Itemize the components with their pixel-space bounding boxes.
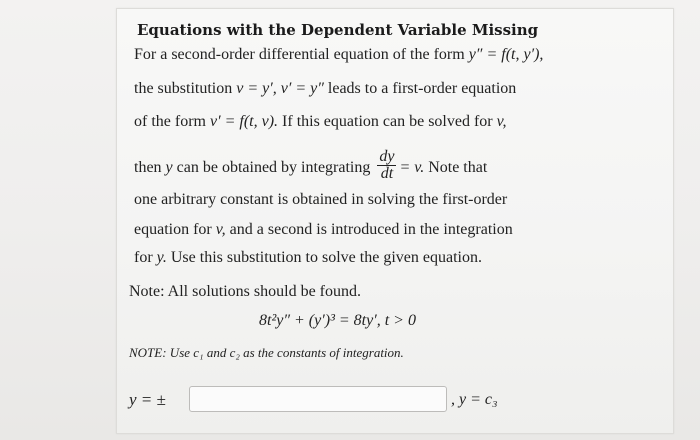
- text-line-5: one arbitrary constant is obtained in solving the first-order: [134, 191, 508, 208]
- answer-row: [129, 384, 649, 416]
- text-line-3: of the form v′ = f(t, v). If this equation can be solved for v,: [134, 113, 507, 130]
- given-equation: 8t²y″ + (y′)³ = 8ty′, t > 0: [259, 312, 416, 329]
- text-line-1: For a second-order differential equation of the form y″ = f(t, y′),: [134, 46, 544, 63]
- text-line-2: the substitution v = y′, v′ = y″ leads to a first-order equation: [134, 80, 517, 97]
- answer-prefix: y = ±: [129, 390, 166, 409]
- answer-suffix: , y = c₃: [451, 391, 498, 408]
- text-line-6: equation for v, and a second is introduced in the integration: [134, 221, 513, 238]
- solutions-note: Note: All solutions should be found.: [129, 283, 361, 300]
- question-card: [116, 8, 674, 434]
- answer-input[interactable]: [189, 386, 447, 412]
- text-line-4: then y can be obtained by integrating $\frac{dy}{dt}$ = v. Note that: [134, 148, 488, 182]
- text-line-7: for y. Use this substitution to solve the given equation.: [134, 249, 482, 266]
- question-heading: Equations with the Dependent Variable Missing: [137, 21, 539, 39]
- dy-dt-fraction: $\frac{dy}{dt}$: [379, 148, 395, 182]
- constants-note: NOTE: Use c₁ and c₂ as the constants of integration.: [129, 345, 404, 360]
